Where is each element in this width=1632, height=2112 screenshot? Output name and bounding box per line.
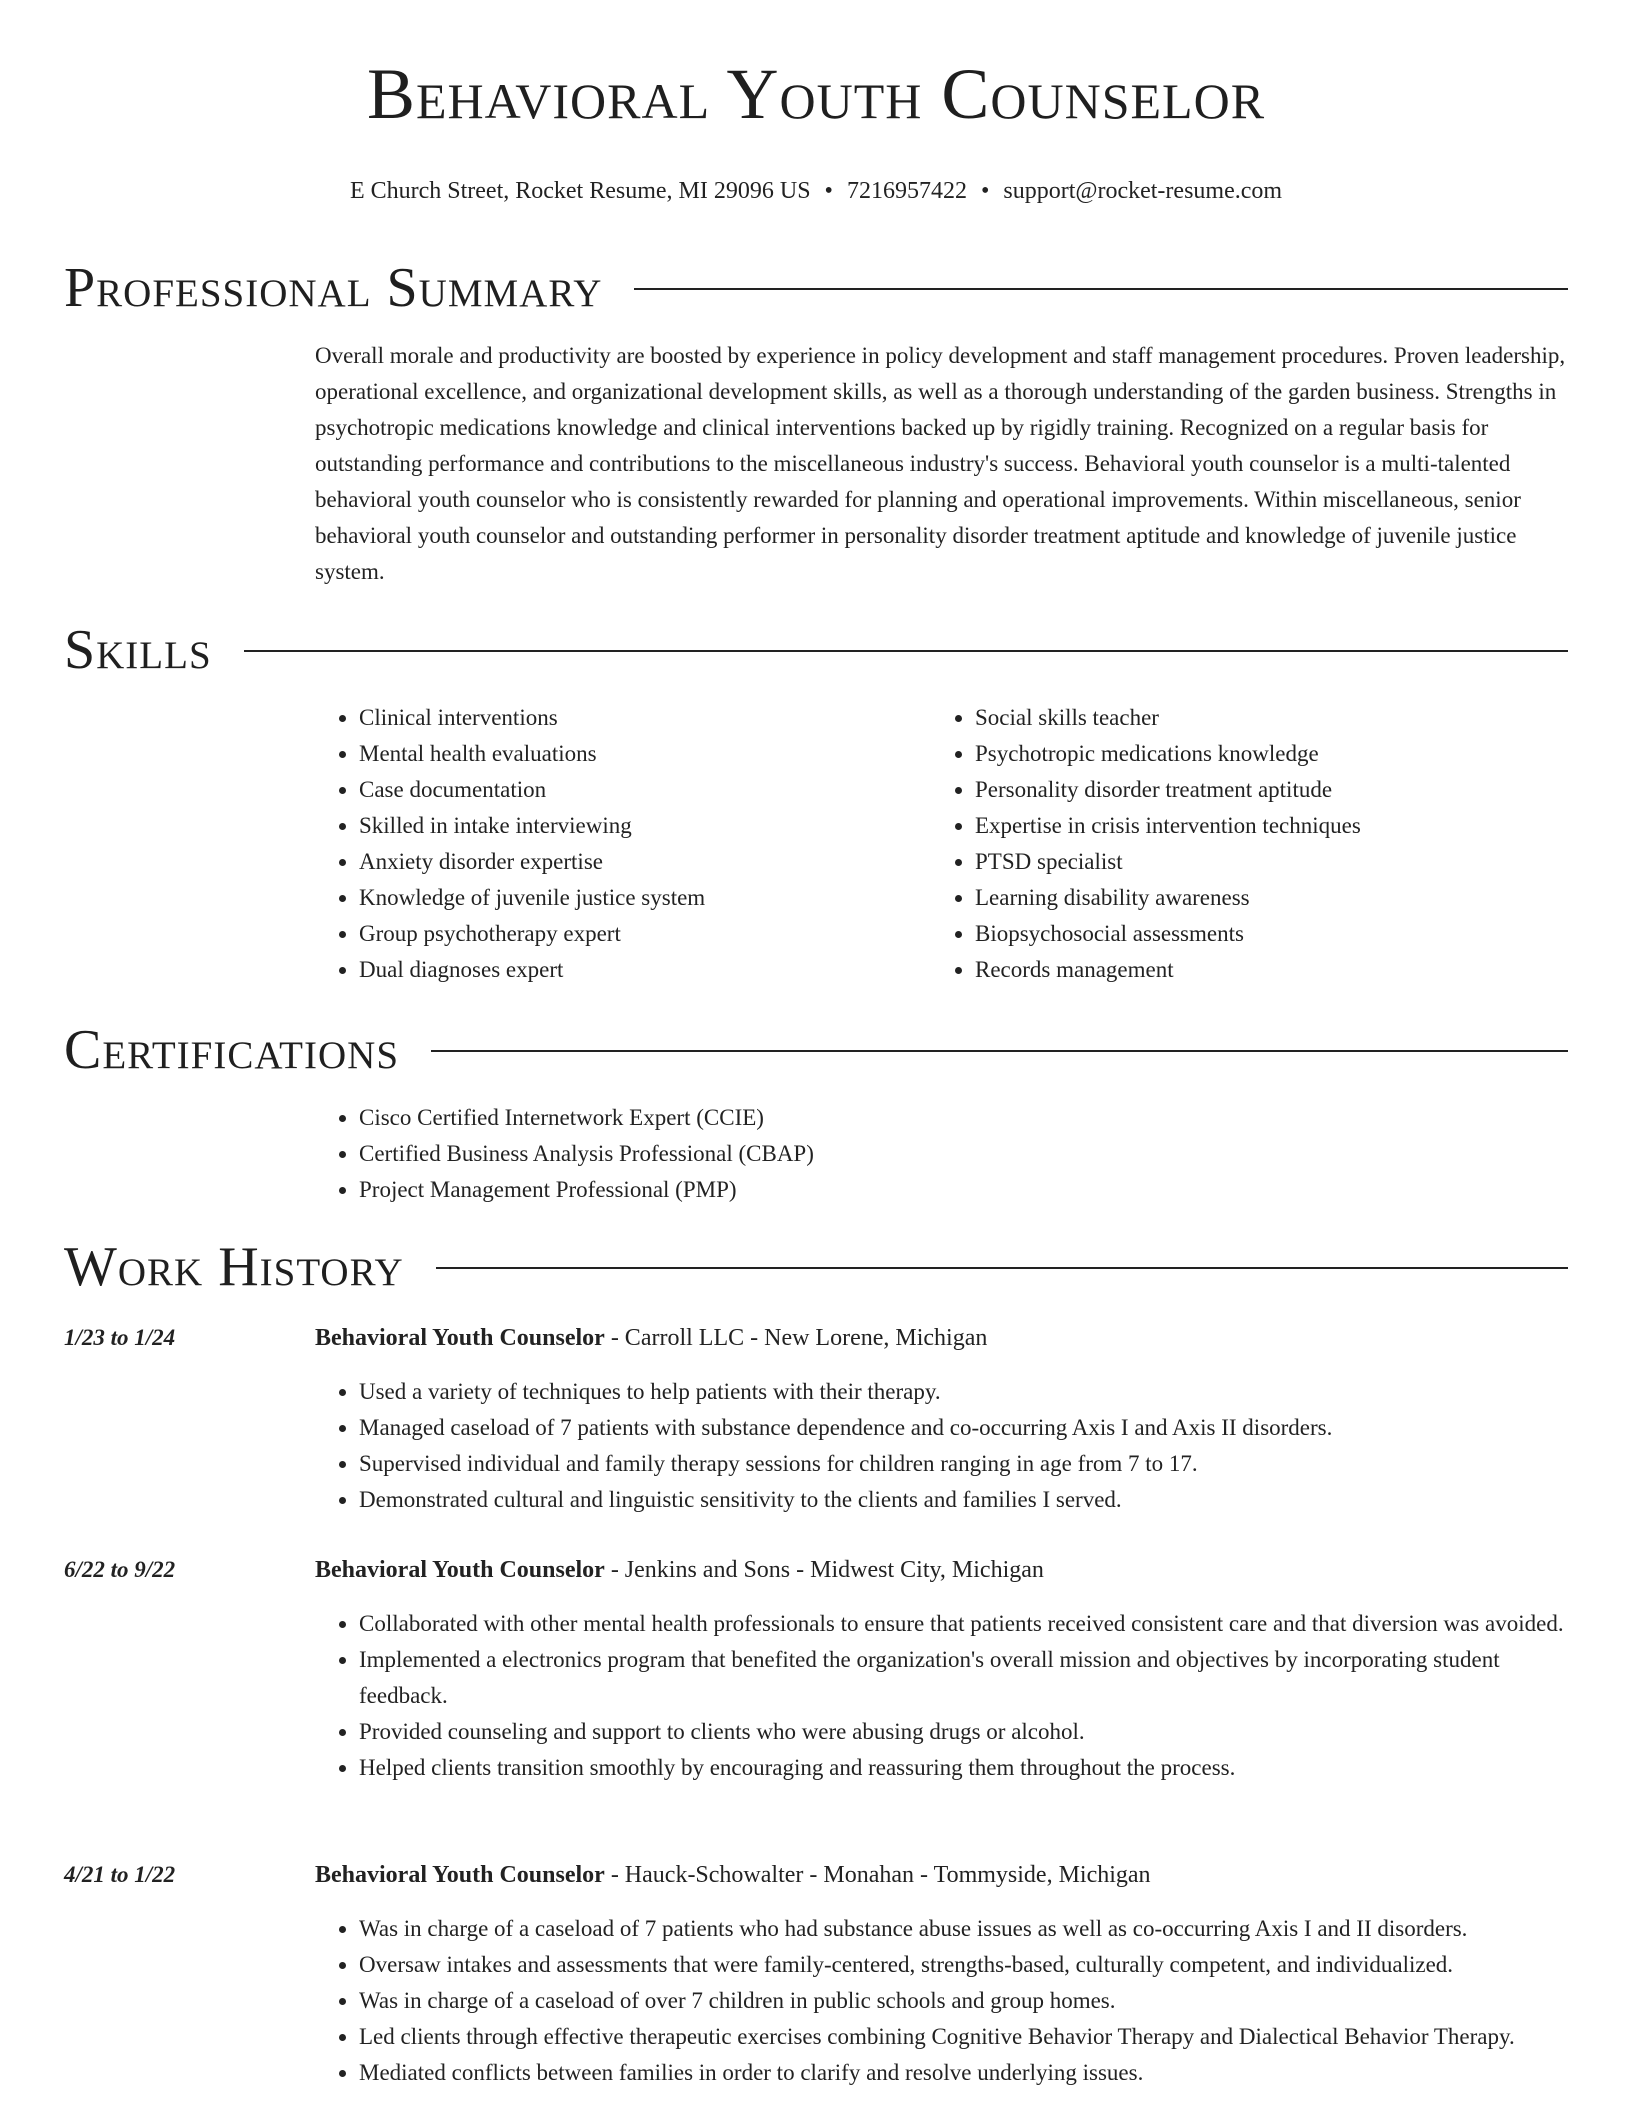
job-employer: - Jenkins and Sons - Midwest City, Michigan	[604, 1557, 1044, 1583]
job-bullet: • Collaborated with other mental health professionals to ensure that patients received consistent care and that diversion was avoided.	[359, 1606, 1568, 1642]
certification-item: • Certified Business Analysis Professional (CBAP)	[359, 1136, 1215, 1172]
summary-text: Overall morale and productivity are boosted by experience in policy development and staff management procedures. Proven leadership, operational excellence, and organizational development skills, as well as a thorough understanding of the garden business. Strengths in psychotropic medications knowledge and clinical interventions backed up by rigidly training. Recognized on a regular basis for outstanding performance and contributions to the miscellaneous industry's success. Behavioral youth counselor is a multi-talented behavioral youth counselor who is consistently rewarded for planning and operational improvements. Within miscellaneous, senior behavioral youth counselor and outstanding performer in personality disorder treatment aptitude and knowledge of juvenile justice system.	[315, 343, 1566, 584]
skill-item: • Mental health evaluations	[359, 736, 895, 772]
summary-heading: Professional Summary	[64, 257, 603, 319]
job-bullet: • Used a variety of techniques to help patients with their therapy.	[359, 1374, 1568, 1410]
skill-item: • Skilled in intake interviewing	[359, 808, 895, 844]
job-bullet: • Led clients through effective therapeutic exercises combining Cognitive Behavior Therapy and Dialectical Behavior Therapy.	[359, 2019, 1568, 2055]
contact-separator: •	[824, 178, 833, 204]
skill-item: • Dual diagnoses expert	[359, 952, 895, 988]
certification-item: • Cisco Certified Internetwork Expert (CCIE)	[359, 1100, 1215, 1136]
contact-email: support@rocket-resume.com	[1003, 178, 1283, 204]
certifications-section-header	[64, 1020, 1568, 1080]
skills-left-column	[315, 700, 895, 988]
job-title-line	[315, 1320, 1568, 1356]
job-bullet: • Implemented a electronics program that benefited the organization's overall mission and objectives by incorporating student feedback.	[359, 1642, 1568, 1714]
skill-item: • Biopsychosocial assessments	[975, 916, 1511, 952]
candidate-name: Behavioral Youth Counselor	[366, 54, 1266, 134]
job-title-line	[315, 1552, 1568, 1588]
section-divider	[634, 288, 1568, 290]
job-bullet: • Supervised individual and family therapy sessions for children ranging in age from 7 to 17.	[359, 1446, 1568, 1482]
skill-item: • Social skills teacher	[975, 700, 1511, 736]
skill-item: • Case documentation	[359, 772, 895, 808]
certifications-heading: Certifications	[64, 1019, 400, 1081]
skill-item: • Group psychotherapy expert	[359, 916, 895, 952]
contact-address: E Church Street, Rocket Resume, MI 29096 US	[349, 178, 811, 204]
contact-separator: •	[980, 178, 990, 204]
job-role: Behavioral Youth Counselor	[315, 1325, 605, 1351]
skills-list-left	[315, 700, 895, 988]
job-dates: 4/21 to 1/22	[64, 1862, 176, 1887]
job-dates: 1/23 to 1/24	[64, 1325, 176, 1350]
section-divider	[431, 1050, 1568, 1052]
job-bullets	[315, 1911, 1568, 2091]
job-employer: - Hauck-Schowalter - Monahan - Tommyside, Michigan	[604, 1862, 1151, 1888]
skill-item: • PTSD specialist	[975, 844, 1511, 880]
job-role: Behavioral Youth Counselor	[315, 1557, 605, 1583]
job-bullet: • Provided counseling and support to clients who were abusing drugs or alcohol.	[359, 1714, 1568, 1750]
certifications-list	[315, 1100, 1215, 1208]
job-bullet: • Managed caseload of 7 patients with substance dependence and co-occurring Axis I and Axis II disorders.	[359, 1410, 1568, 1446]
skills-right-column	[931, 700, 1511, 988]
job-bullet: • Was in charge of a caseload of over 7 children in public schools and group homes.	[359, 1983, 1568, 2019]
job-employer: - Carroll LLC - New Lorene, Michigan	[604, 1325, 988, 1351]
certifications-block	[315, 1100, 1215, 1208]
skills-heading: Skills	[64, 619, 212, 681]
skill-item: • Learning disability awareness	[975, 880, 1511, 916]
section-divider	[436, 1267, 1568, 1269]
job-bullets	[315, 1374, 1568, 1518]
job-bullet: • Helped clients transition smoothly by encouraging and reassuring them throughout the process.	[359, 1750, 1568, 1786]
certification-item: • Project Management Professional (PMP)	[359, 1172, 1215, 1208]
job-bullets	[315, 1606, 1568, 1786]
work-history-heading: Work History	[64, 1236, 404, 1298]
work-history-section-header	[64, 1237, 1568, 1297]
skill-item: • Personality disorder treatment aptitude	[975, 772, 1511, 808]
job-bullet: • Demonstrated cultural and linguistic sensitivity to the clients and families I served.	[359, 1482, 1568, 1518]
skill-item: • Expertise in crisis intervention techniques	[975, 808, 1511, 844]
job-title-line	[315, 1857, 1568, 1893]
skill-item: • Anxiety disorder expertise	[359, 844, 895, 880]
job-dates: 6/22 to 9/22	[64, 1557, 176, 1582]
skill-item: • Clinical interventions	[359, 700, 895, 736]
job-bullet: • Was in charge of a caseload of 7 patients who had substance abuse issues as well as co-occurring Axis I and II disorders.	[359, 1911, 1568, 1947]
job-bullet: • Mediated conflicts between families in order to clarify and resolve underlying issues.	[359, 2055, 1568, 2091]
skills-section-header	[64, 620, 1568, 680]
job-bullet: • Oversaw intakes and assessments that were family-centered, strengths-based, culturally competent, and individualized.	[359, 1947, 1568, 1983]
contact-line	[0, 176, 1632, 206]
skills-list-right	[931, 700, 1511, 988]
skill-item: • Knowledge of juvenile justice system	[359, 880, 895, 916]
skill-item: • Psychotropic medications knowledge	[975, 736, 1511, 772]
section-divider	[244, 650, 1568, 652]
contact-phone: 7216957422	[846, 178, 967, 204]
summary-section-header	[64, 258, 1568, 318]
skill-item: • Records management	[975, 952, 1511, 988]
job-role: Behavioral Youth Counselor	[315, 1862, 605, 1888]
